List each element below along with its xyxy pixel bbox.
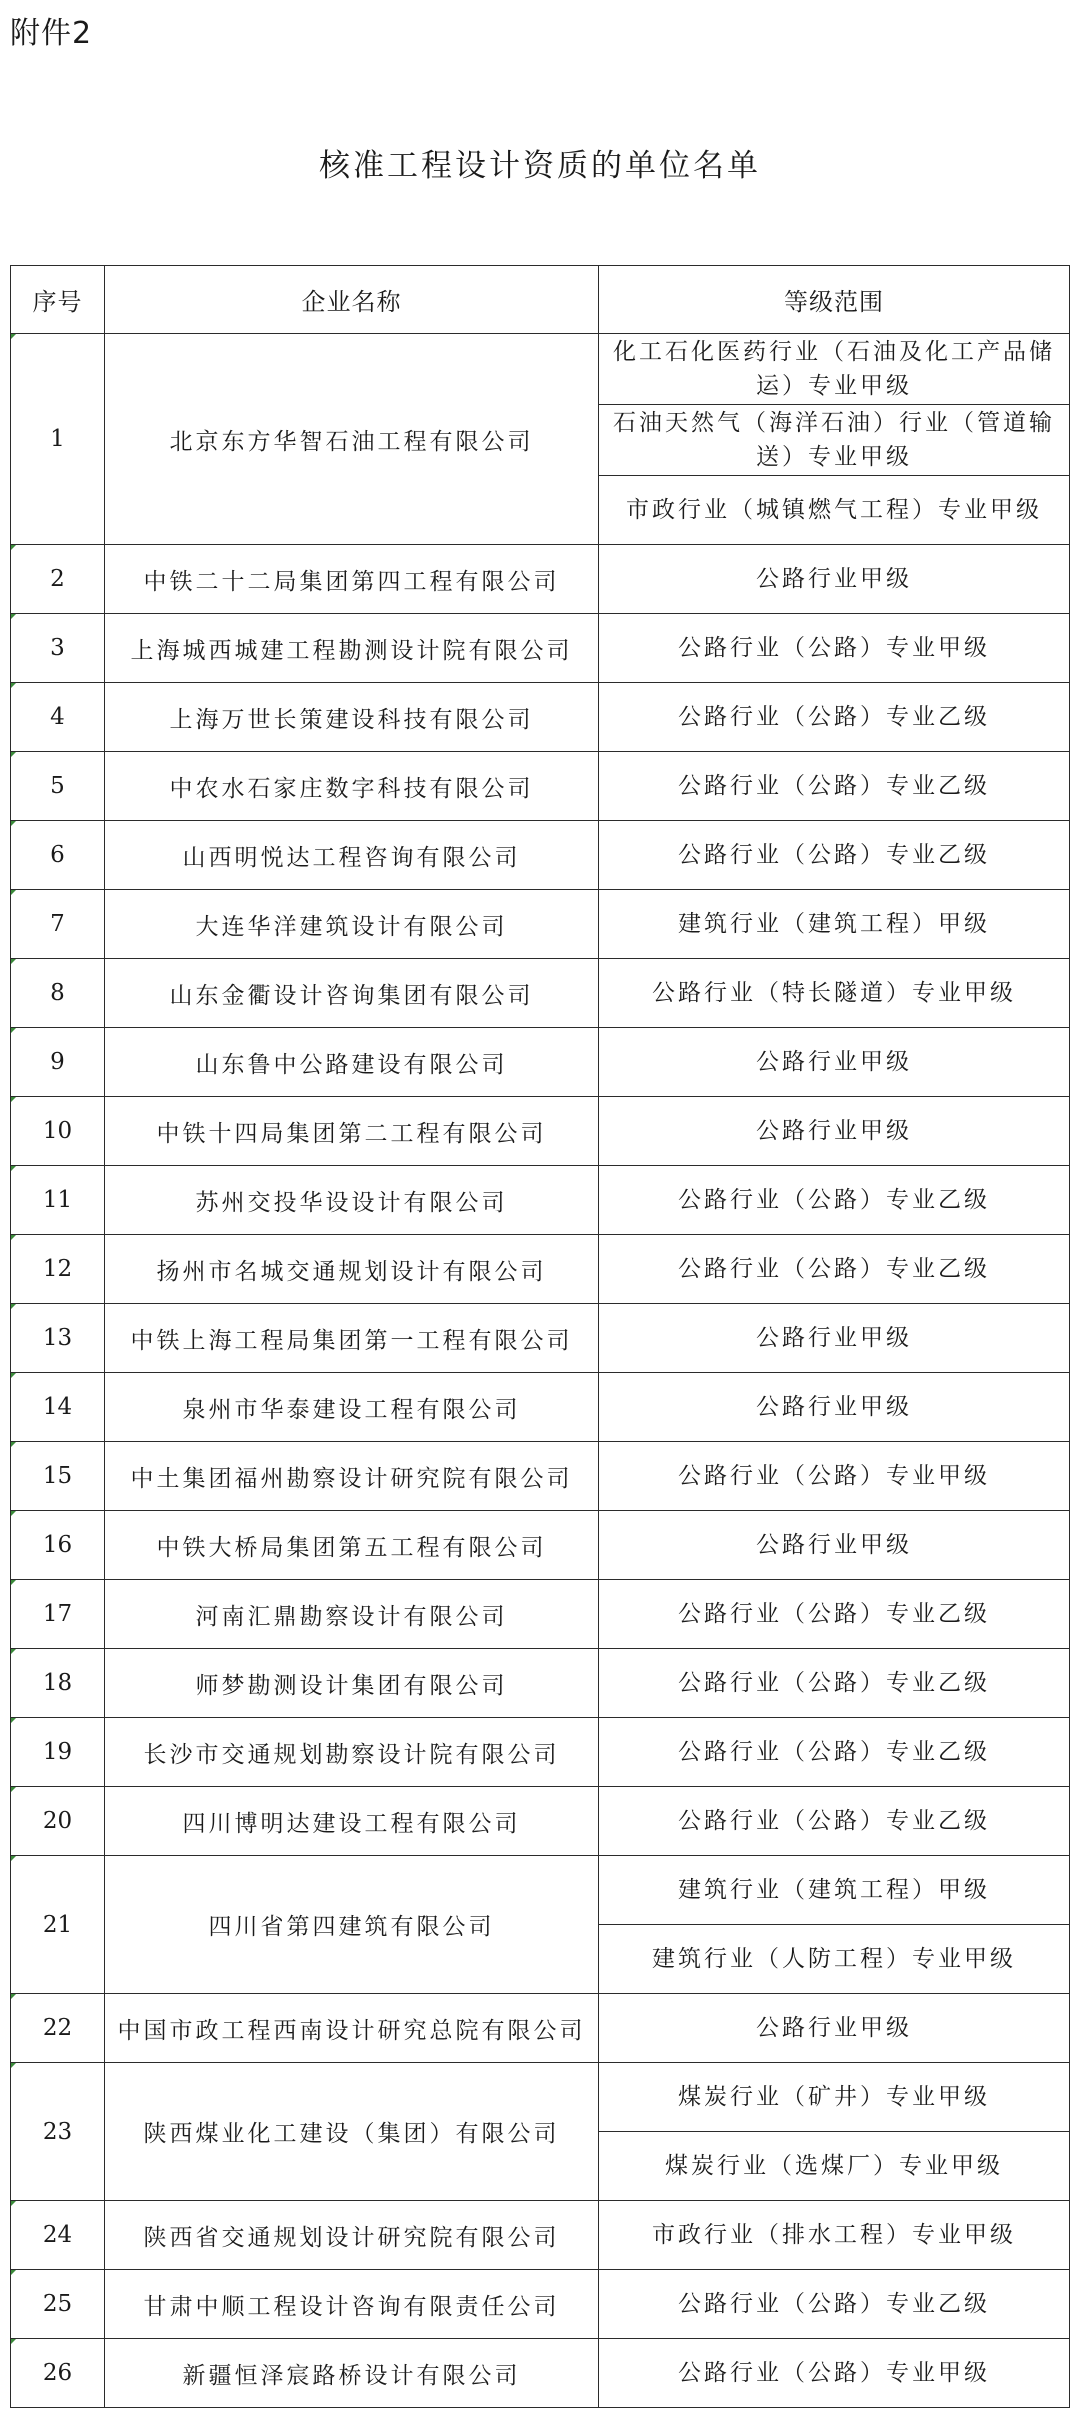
- table-row: [11, 1373, 1070, 1442]
- table-row: [11, 1028, 1070, 1097]
- company-name: 中铁二十二局集团第四工程有限公司: [105, 545, 599, 614]
- company-name: 长沙市交通规划勘察设计院有限公司: [105, 1718, 599, 1787]
- header-no: 序号: [11, 266, 105, 334]
- qualification-scope: 建筑行业（建筑工程）甲级: [599, 890, 1070, 959]
- qualification-scope: 市政行业（城镇燃气工程）专业甲级: [599, 476, 1070, 545]
- company-name: 苏州交投华设设计有限公司: [105, 1166, 599, 1235]
- row-number: 6: [11, 821, 105, 890]
- table-row: [11, 1304, 1070, 1373]
- table-row: [11, 1166, 1070, 1235]
- table-header-row: [11, 266, 1070, 334]
- company-name: 师梦勘测设计集团有限公司: [105, 1649, 599, 1718]
- qualification-scope: 公路行业（公路）专业乙级: [599, 1787, 1070, 1856]
- table-row: [11, 1856, 1070, 1925]
- row-number: 8: [11, 959, 105, 1028]
- qualification-scope: 公路行业甲级: [599, 1304, 1070, 1373]
- row-number: 9: [11, 1028, 105, 1097]
- row-number: 15: [11, 1442, 105, 1511]
- row-number: 26: [11, 2339, 105, 2408]
- company-name: 大连华洋建筑设计有限公司: [105, 890, 599, 959]
- row-number: 24: [11, 2201, 105, 2270]
- qualification-table: [10, 265, 1070, 2408]
- row-number: 5: [11, 752, 105, 821]
- table-row: [11, 1511, 1070, 1580]
- qualification-scope: 公路行业（公路）专业乙级: [599, 2270, 1070, 2339]
- company-name: 中土集团福州勘察设计研究院有限公司: [105, 1442, 599, 1511]
- company-name: 新疆恒泽宸路桥设计有限公司: [105, 2339, 599, 2408]
- company-name: 四川省第四建筑有限公司: [105, 1856, 599, 1994]
- header-qualification-scope: 等级范围: [599, 266, 1070, 334]
- company-name: 中农水石家庄数字科技有限公司: [105, 752, 599, 821]
- qualification-scope: 公路行业（公路）专业甲级: [599, 1442, 1070, 1511]
- table-row: [11, 1649, 1070, 1718]
- attachment-label: 附件2: [10, 16, 93, 51]
- company-name: 上海万世长策建设科技有限公司: [105, 683, 599, 752]
- company-name: 甘肃中顺工程设计咨询有限责任公司: [105, 2270, 599, 2339]
- table-row: [11, 683, 1070, 752]
- row-number: 17: [11, 1580, 105, 1649]
- company-name: 山西明悦达工程咨询有限公司: [105, 821, 599, 890]
- qualification-scope: 公路行业（公路）专业乙级: [599, 1649, 1070, 1718]
- qualification-scope: 公路行业甲级: [599, 1511, 1070, 1580]
- row-number: 4: [11, 683, 105, 752]
- row-number: 25: [11, 2270, 105, 2339]
- qualification-scope: 公路行业（公路）专业乙级: [599, 752, 1070, 821]
- row-number: 2: [11, 545, 105, 614]
- company-name: 中铁大桥局集团第五工程有限公司: [105, 1511, 599, 1580]
- qualification-scope: 公路行业甲级: [599, 1097, 1070, 1166]
- company-name: 上海城西城建工程勘测设计院有限公司: [105, 614, 599, 683]
- row-number: 11: [11, 1166, 105, 1235]
- company-name: 中铁十四局集团第二工程有限公司: [105, 1097, 599, 1166]
- company-name: 中国市政工程西南设计研究总院有限公司: [105, 1994, 599, 2063]
- table-body: [11, 334, 1070, 2408]
- qualification-scope: 公路行业甲级: [599, 1028, 1070, 1097]
- row-number: 22: [11, 1994, 105, 2063]
- table-row: [11, 1097, 1070, 1166]
- table-row: [11, 2339, 1070, 2408]
- table-row: [11, 959, 1070, 1028]
- company-name: 陕西煤业化工建设（集团）有限公司: [105, 2063, 599, 2201]
- table-row: [11, 614, 1070, 683]
- table-row: [11, 1994, 1070, 2063]
- qualification-scope: 公路行业（公路）专业乙级: [599, 1235, 1070, 1304]
- qualification-scope: 建筑行业（建筑工程）甲级: [599, 1856, 1070, 1925]
- table-row: [11, 334, 1070, 405]
- table-row: [11, 1235, 1070, 1304]
- row-number: 1: [11, 334, 105, 545]
- qualification-scope: 市政行业（排水工程）专业甲级: [599, 2201, 1070, 2270]
- qualification-scope: 公路行业甲级: [599, 1994, 1070, 2063]
- qualification-scope: 公路行业甲级: [599, 1373, 1070, 1442]
- table-row: [11, 2201, 1070, 2270]
- qualification-scope: 化工石化医药行业（石油及化工产品储运）专业甲级: [599, 334, 1070, 405]
- company-name: 中铁上海工程局集团第一工程有限公司: [105, 1304, 599, 1373]
- row-number: 20: [11, 1787, 105, 1856]
- company-name: 山东鲁中公路建设有限公司: [105, 1028, 599, 1097]
- company-name: 陕西省交通规划设计研究院有限公司: [105, 2201, 599, 2270]
- row-number: 18: [11, 1649, 105, 1718]
- qualification-scope: 公路行业（公路）专业甲级: [599, 2339, 1070, 2408]
- document-title: 核准工程设计资质的单位名单: [319, 148, 761, 184]
- company-name: 山东金衢设计咨询集团有限公司: [105, 959, 599, 1028]
- table-row: [11, 821, 1070, 890]
- row-number: 10: [11, 1097, 105, 1166]
- table-row: [11, 1442, 1070, 1511]
- company-name: 四川博明达建设工程有限公司: [105, 1787, 599, 1856]
- table-row: [11, 1580, 1070, 1649]
- header-company-name: 企业名称: [105, 266, 599, 334]
- company-name: 北京东方华智石油工程有限公司: [105, 334, 599, 545]
- company-name: 扬州市名城交通规划设计有限公司: [105, 1235, 599, 1304]
- qualification-scope: 公路行业（公路）专业乙级: [599, 683, 1070, 752]
- qualification-scope: 公路行业（公路）专业乙级: [599, 1718, 1070, 1787]
- company-name: 河南汇鼎勘察设计有限公司: [105, 1580, 599, 1649]
- qualification-scope: 建筑行业（人防工程）专业甲级: [599, 1925, 1070, 1994]
- table-row: [11, 1718, 1070, 1787]
- company-name: 泉州市华泰建设工程有限公司: [105, 1373, 599, 1442]
- row-number: 12: [11, 1235, 105, 1304]
- qualification-scope: 公路行业（公路）专业乙级: [599, 1580, 1070, 1649]
- row-number: 23: [11, 2063, 105, 2201]
- qualification-scope: 公路行业甲级: [599, 545, 1070, 614]
- table-row: [11, 1787, 1070, 1856]
- row-number: 21: [11, 1856, 105, 1994]
- table-row: [11, 2270, 1070, 2339]
- row-number: 7: [11, 890, 105, 959]
- qualification-scope: 公路行业（公路）专业乙级: [599, 1166, 1070, 1235]
- row-number: 19: [11, 1718, 105, 1787]
- row-number: 14: [11, 1373, 105, 1442]
- table-row: [11, 890, 1070, 959]
- qualification-scope: 煤炭行业（矿井）专业甲级: [599, 2063, 1070, 2132]
- qualification-scope: 公路行业（公路）专业甲级: [599, 614, 1070, 683]
- qualification-scope: 公路行业（特长隧道）专业甲级: [599, 959, 1070, 1028]
- table-row: [11, 752, 1070, 821]
- table-row: [11, 545, 1070, 614]
- qualification-scope: 石油天然气（海洋石油）行业（管道输送）专业甲级: [599, 405, 1070, 476]
- row-number: 13: [11, 1304, 105, 1373]
- qualification-scope: 公路行业（公路）专业乙级: [599, 821, 1070, 890]
- qualification-scope: 煤炭行业（选煤厂）专业甲级: [599, 2132, 1070, 2201]
- row-number: 3: [11, 614, 105, 683]
- row-number: 16: [11, 1511, 105, 1580]
- table-row: [11, 2063, 1070, 2132]
